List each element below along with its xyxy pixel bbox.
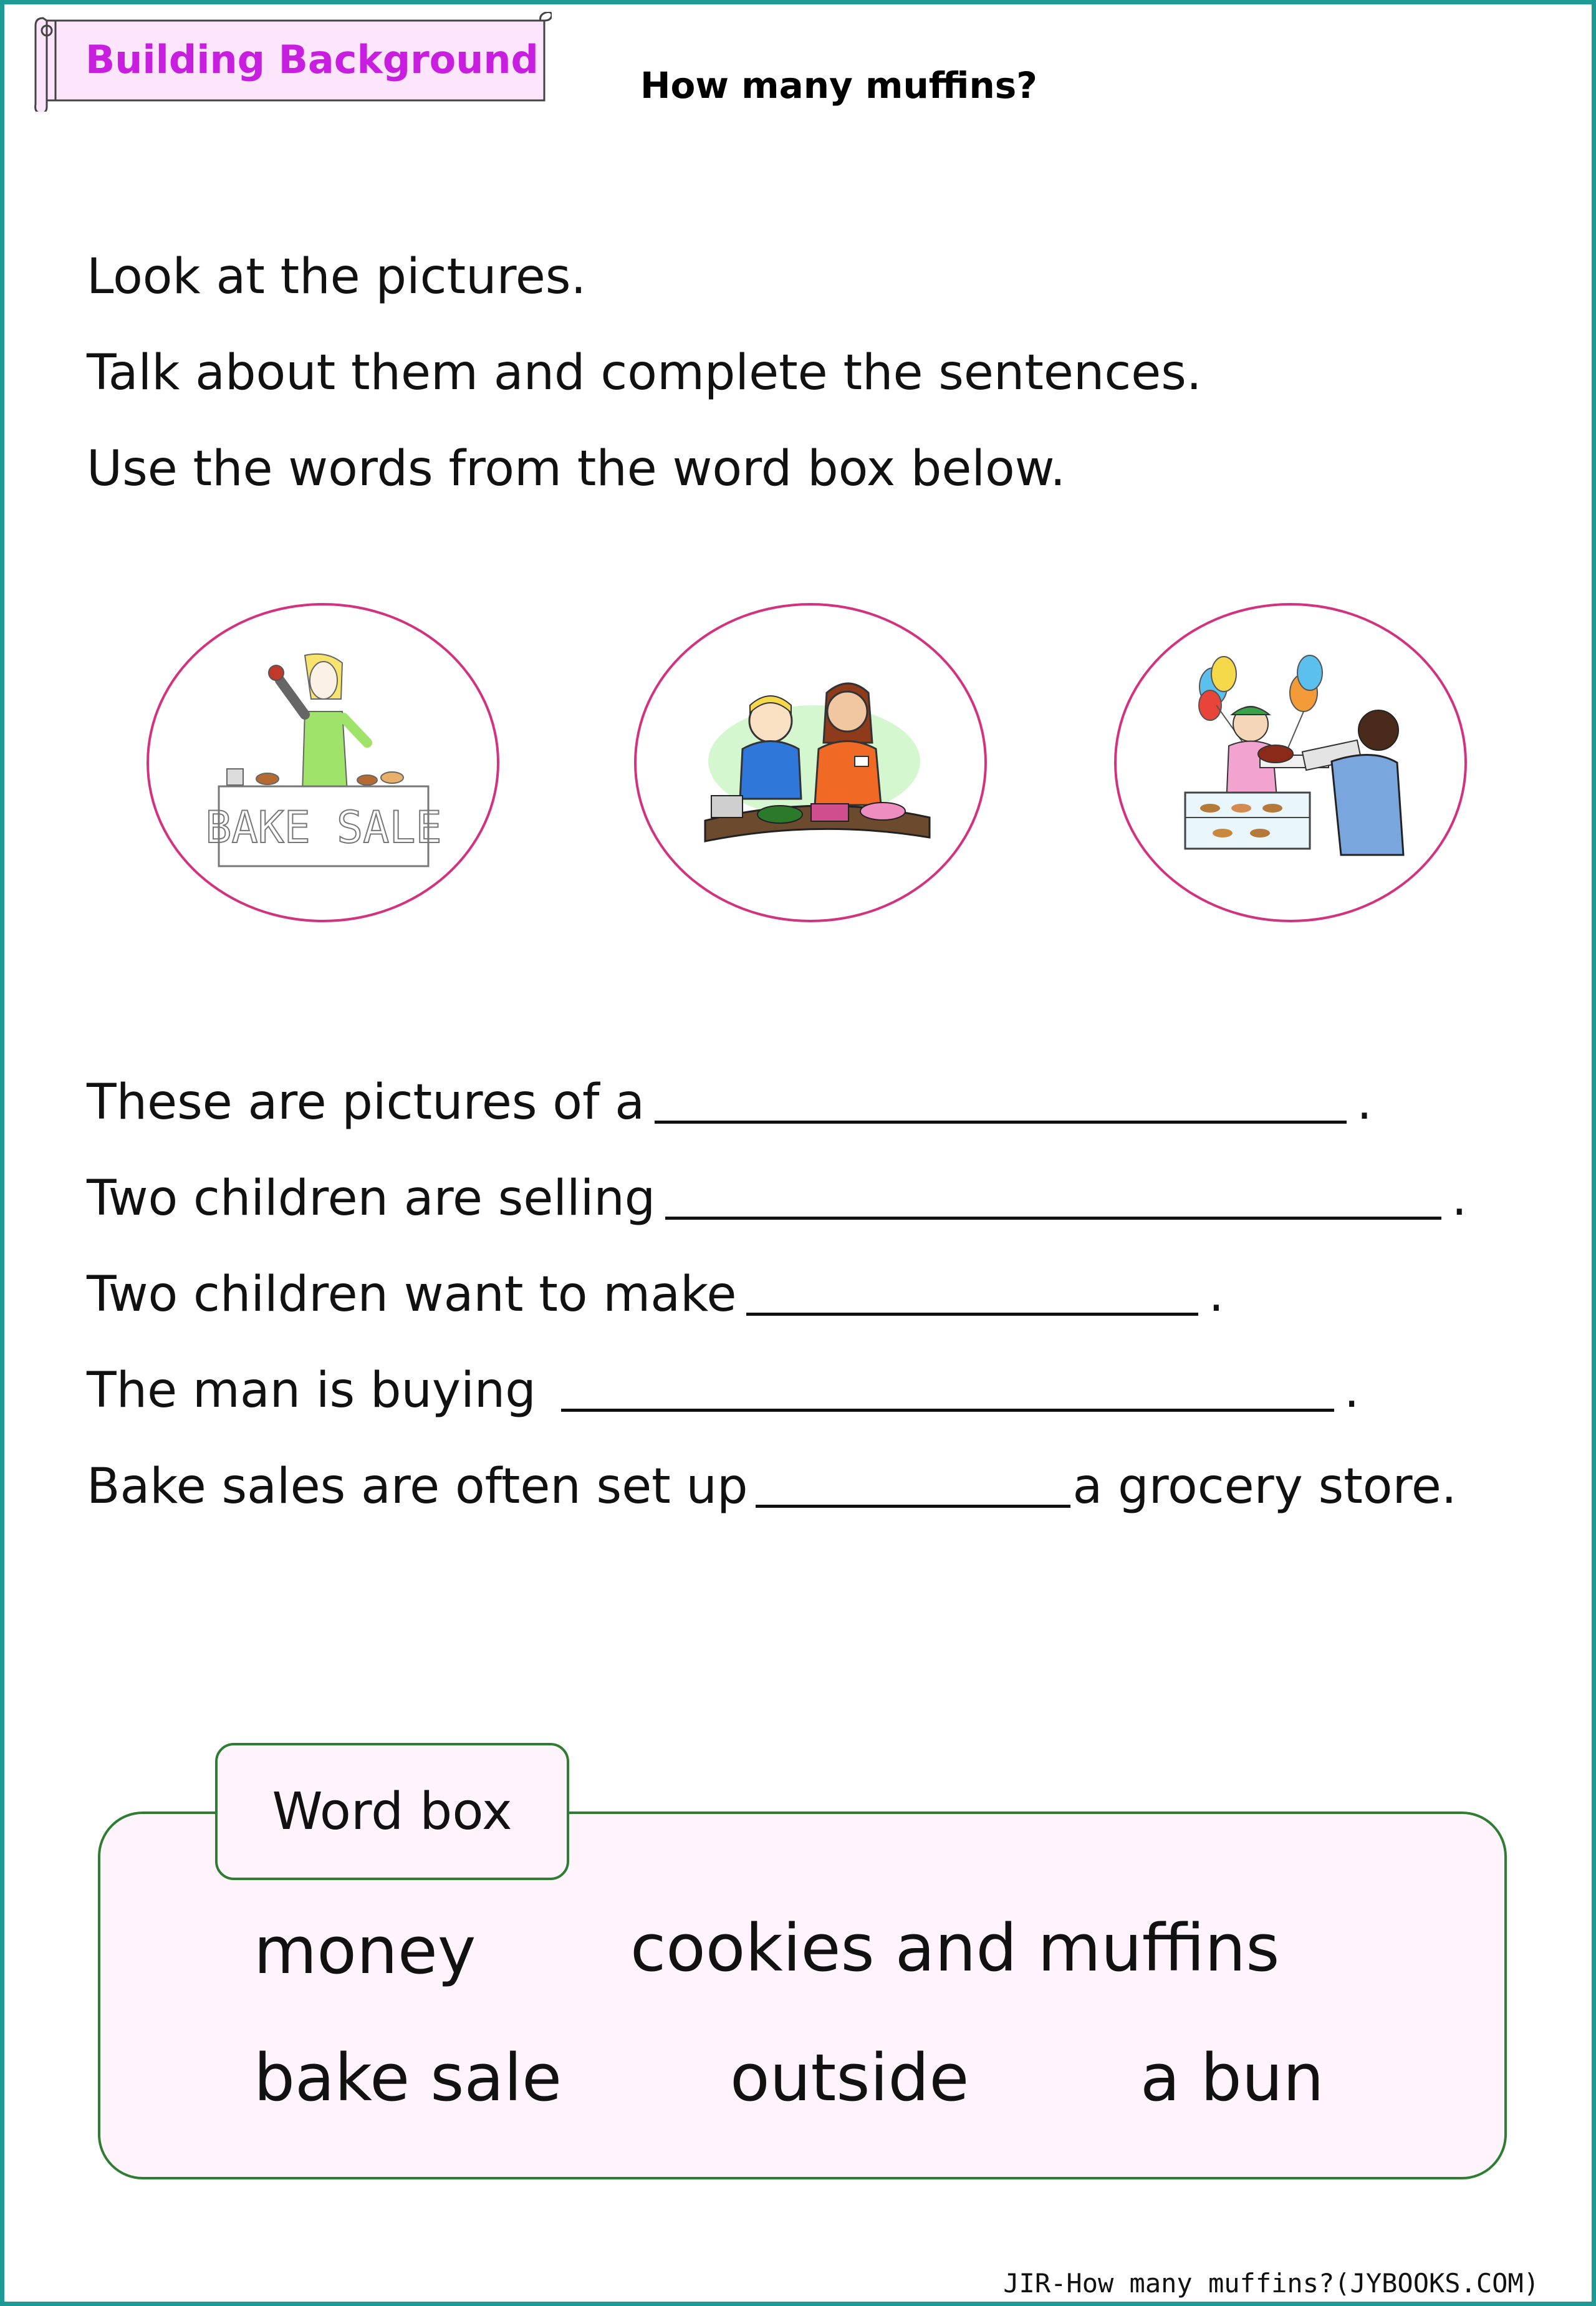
word-box-word: bake sale (254, 2040, 562, 2116)
word-box-label: Word box (272, 1782, 512, 1841)
sentence-end: . (1451, 1170, 1468, 1227)
sentence-end: . (1344, 1363, 1360, 1419)
sentence-5 (87, 1456, 1457, 1515)
bake-sale-sign-illustration (149, 605, 502, 925)
word-box-word: money (254, 1913, 476, 1989)
section-banner (34, 12, 552, 104)
word-box-word: outside (730, 2040, 969, 2116)
instruction-line: Look at the pictures. (87, 249, 587, 305)
answer-blank[interactable] (561, 1365, 1334, 1412)
sentence-text: Two children are selling (87, 1170, 656, 1227)
sentence-end: . (1357, 1074, 1372, 1131)
word-box-tab (215, 1743, 569, 1880)
sentence-4 (87, 1360, 1360, 1419)
answer-blank[interactable] (665, 1173, 1441, 1220)
answer-blank[interactable] (746, 1269, 1198, 1316)
word-box-word: a bun (1140, 2040, 1324, 2116)
word-box-word: cookies and muffins (630, 1910, 1280, 1986)
answer-blank[interactable] (756, 1461, 1070, 1508)
sentence-end: a grocery store. (1072, 1459, 1457, 1515)
man-buying-picture (1114, 603, 1467, 922)
sentence-1 (87, 1072, 1372, 1131)
man-buying-illustration (1117, 605, 1469, 925)
sentence-end: . (1208, 1266, 1224, 1323)
sentence-2 (87, 1168, 1467, 1227)
answer-blank[interactable] (655, 1077, 1347, 1124)
children-at-table-picture (634, 603, 987, 922)
instruction-line: Use the words from the word box below. (87, 441, 1066, 497)
footer-credit: JIR-How many muffins?(JYBOOKS.COM) (1003, 2268, 1539, 2299)
sentence-text: The man is buying (87, 1363, 536, 1419)
sentence-3 (87, 1264, 1224, 1323)
sentence-text: These are pictures of a (87, 1074, 645, 1131)
sentence-text: Two children want to make (87, 1266, 737, 1323)
instruction-line: Talk about them and complete the sentences. (87, 345, 1202, 401)
bake-sale-sign-picture (147, 603, 499, 922)
sentence-text: Bake sales are often set up (87, 1459, 748, 1515)
children-selling-illustration (637, 605, 989, 925)
banner-label: Building Background (85, 37, 539, 82)
bake-sale-sign-text: BAKE SALE (205, 802, 442, 853)
page-title: How many muffins? (640, 64, 1037, 107)
